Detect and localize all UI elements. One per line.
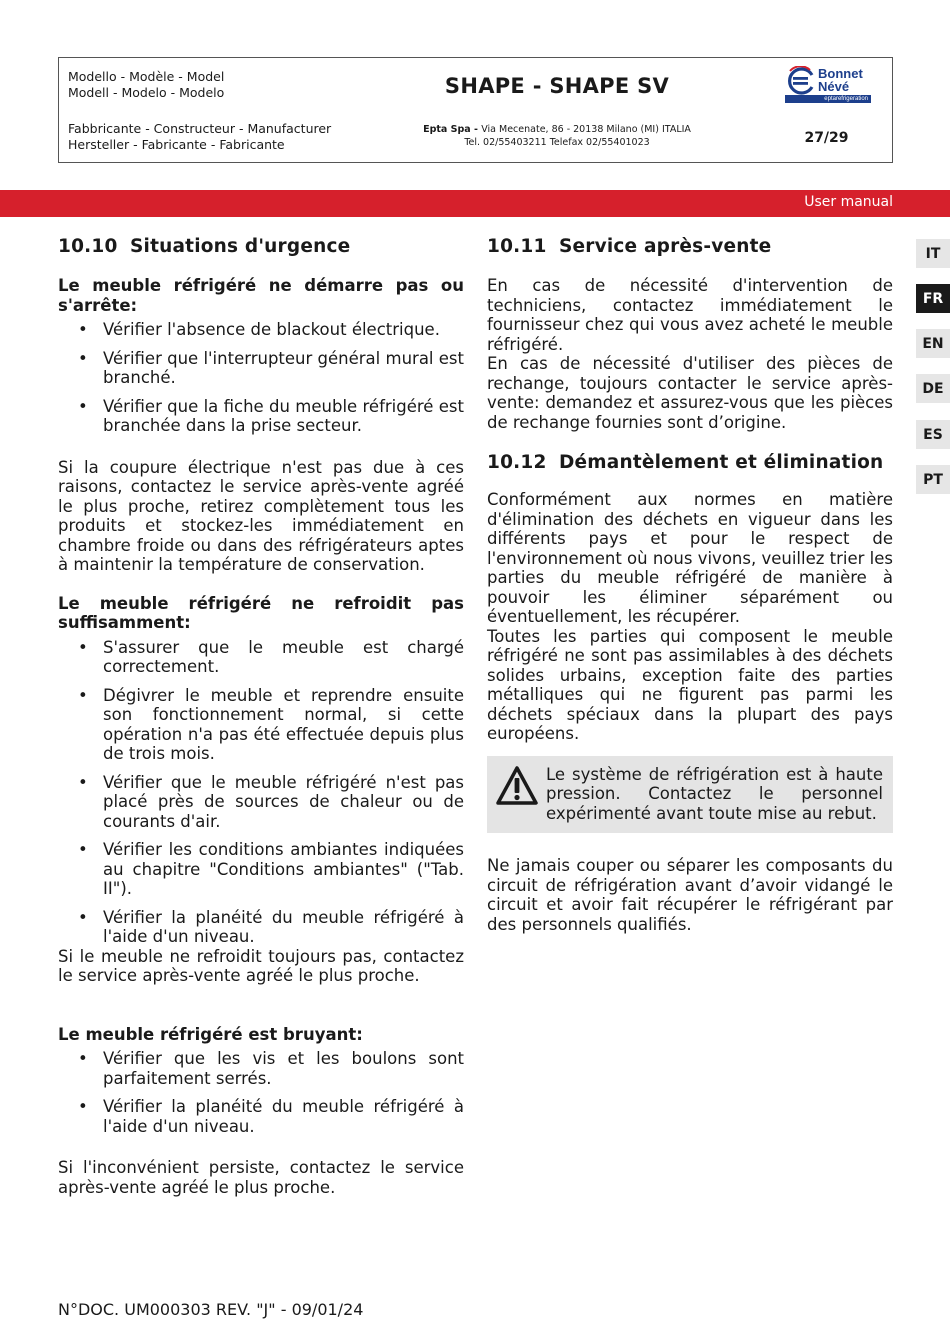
list-item: • Vérifier que les vis et les boulons sont parfaitement serrés. <box>58 1049 464 1088</box>
logo-subtitle: eptarefrigeration <box>785 95 871 103</box>
section-heading-10-11 <box>487 236 893 258</box>
lang-tab-it[interactable]: IT <box>916 239 950 268</box>
list-item: • Dégivrer le meuble et reprendre ensuite son fonctionnement normal, si cette opération n'a pas été effectuée depuis plus de trois mois. <box>58 686 464 764</box>
manufacturer-address <box>353 111 761 162</box>
checklist-not-cooling <box>58 638 464 947</box>
paragraph-power-cut: Si la coupure électrique n'est pas due à ces raisons, contactez le service après-vente agréé le plus proche, retirez complètement tous les produits et stockez-les immédiatement en chambre froide ou dans des réfrigérateurs aptes à maintenir la température de conservation. <box>58 457 464 574</box>
warning-box <box>487 756 893 834</box>
logo-line2: Névé <box>818 79 850 94</box>
model-label-line1: Modello - Modèle - Model <box>68 69 225 84</box>
address-phone: Tel. 02/55403211 Telefax 02/55401023 <box>464 137 650 148</box>
address-company: Epta Spa - <box>423 124 482 135</box>
list-item: • Vérifier que la fiche du meuble réfrigéré est branchée dans la prise secteur. <box>58 397 464 436</box>
lang-tab-pt[interactable]: PT <box>916 465 950 494</box>
document-header <box>58 57 893 163</box>
list-item: • Vérifier que le meuble réfrigéré n'est pas placé près de sources de chaleur ou de courants d'air. <box>58 773 464 832</box>
list-item: • Vérifier la planéité du meuble réfrigéré à l'aide d'un niveau. <box>58 908 464 947</box>
section-number: 10.12 <box>487 452 547 473</box>
right-column <box>487 236 893 934</box>
lang-tab-es[interactable]: ES <box>916 420 950 449</box>
paragraph-disposal-norms: Conformément aux normes en matière d'élimination des déchets en vigueur dans les différents pays et pour le respect de l'environnement où nous vivons, veuillez trier les parties du meuble réfrigéré de manière à pouvoir les éliminer séparément ou éventuellement, les récupérer. <box>487 490 893 626</box>
logo-cell <box>761 58 892 111</box>
subsection-heading-not-cooling: Le meuble réfrigéré ne refroidit pas suffisamment: <box>58 593 464 632</box>
paragraph-technician: En cas de nécessité d'intervention de techniciens, contactez immédiatement le fournisseur chez qui vous avez acheté le meuble réfrigéré. <box>487 276 893 354</box>
checklist-noisy <box>58 1049 464 1136</box>
list-item: • S'assurer que le meuble est chargé correctement. <box>58 638 464 677</box>
logo-line1: Bonnet <box>818 66 863 81</box>
address-street: Via Mecenate, 86 - 20138 Milano (MI) ITALIA <box>481 124 691 135</box>
lang-tab-fr[interactable]: FR <box>916 284 950 313</box>
checklist-no-start <box>58 320 464 436</box>
logo-emblem-icon <box>785 66 817 96</box>
model-label <box>59 58 353 111</box>
lang-tab-en[interactable]: EN <box>916 329 950 358</box>
manufacturer-label <box>59 111 353 162</box>
warning-text: Le système de réfrigération est à haute pression. Contactez le personnel expérimenté avant toute mise au rebut. <box>546 764 883 823</box>
manufacturer-label-line1: Fabbricante - Constructeur - Manufacturer <box>68 121 332 136</box>
paragraph-refrigerant-circuit: Ne jamais couper ou séparer les composants du circuit de réfrigération avant d’avoir vidangé le circuit et avoir fait récupérer le réfrigérant par des personnels qualifiés. <box>487 856 893 934</box>
logo-wordmark <box>818 67 863 93</box>
left-column <box>58 236 464 1197</box>
list-item: • Vérifier l'absence de blackout électrique. <box>58 320 464 340</box>
section-title: Service après-vente <box>559 236 772 257</box>
section-number: 10.10 <box>58 236 118 257</box>
subsection-heading-noisy: Le meuble réfrigéré est bruyant: <box>58 1024 363 1044</box>
paragraph-disposal-parts: Toutes les parties qui composent le meuble réfrigéré ne sont pas assimilables à des déchets solides urbains, exception faite des parties métalliques qui ne figurent pas parmi les déchets spéciaux dans la plupart des pays européens. <box>487 626 893 743</box>
list-item: • Vérifier que l'interrupteur général mural est branché. <box>58 349 464 388</box>
band-label: User manual <box>804 194 893 210</box>
model-label-line2: Modell - Modelo - Modelo <box>68 85 225 100</box>
section-heading-10-10 <box>58 236 464 258</box>
paragraph-spare-parts: En cas de nécessité d'utiliser des pièces de rechange, toujours contacter le service après-vente: demandez et assurez-vous que les pièces de rechange fournies sont d’origine. <box>487 354 893 432</box>
section-title: Démantèlement et élimination <box>559 452 884 473</box>
subsection-heading-no-start: Le meuble réfrigéré ne démarre pas ou s'arrête: <box>58 276 464 315</box>
section-band <box>0 190 950 217</box>
bonnet-neve-logo <box>785 66 871 104</box>
paragraph-persisting-issue: Si l'inconvénient persiste, contactez le service après-vente agréé le plus proche. <box>58 1158 464 1197</box>
paragraph-still-not-cooling: Si le meuble ne refroidit toujours pas, contactez le service après-vente agréé le plus proche. <box>58 946 464 985</box>
list-item: • Vérifier la planéité du meuble réfrigéré à l'aide d'un niveau. <box>58 1097 464 1136</box>
section-title: Situations d'urgence <box>130 236 351 257</box>
section-number: 10.11 <box>487 236 547 257</box>
warning-triangle-icon <box>495 765 539 807</box>
list-item: • Vérifier les conditions ambiantes indiquées au chapitre "Conditions ambiantes" ("Tab. II"). <box>58 840 464 899</box>
lang-tab-de[interactable]: DE <box>916 374 950 403</box>
manufacturer-label-line2: Hersteller - Fabricante - Fabricante <box>68 137 285 152</box>
address-line1 <box>353 123 761 136</box>
page-number: 27/29 <box>804 129 849 146</box>
section-heading-10-12 <box>487 452 893 474</box>
document-number-footer: N°DOC. UM000303 REV. "J" - 09/01/24 <box>58 1300 364 1319</box>
model-title: SHAPE - SHAPE SV <box>444 73 670 98</box>
